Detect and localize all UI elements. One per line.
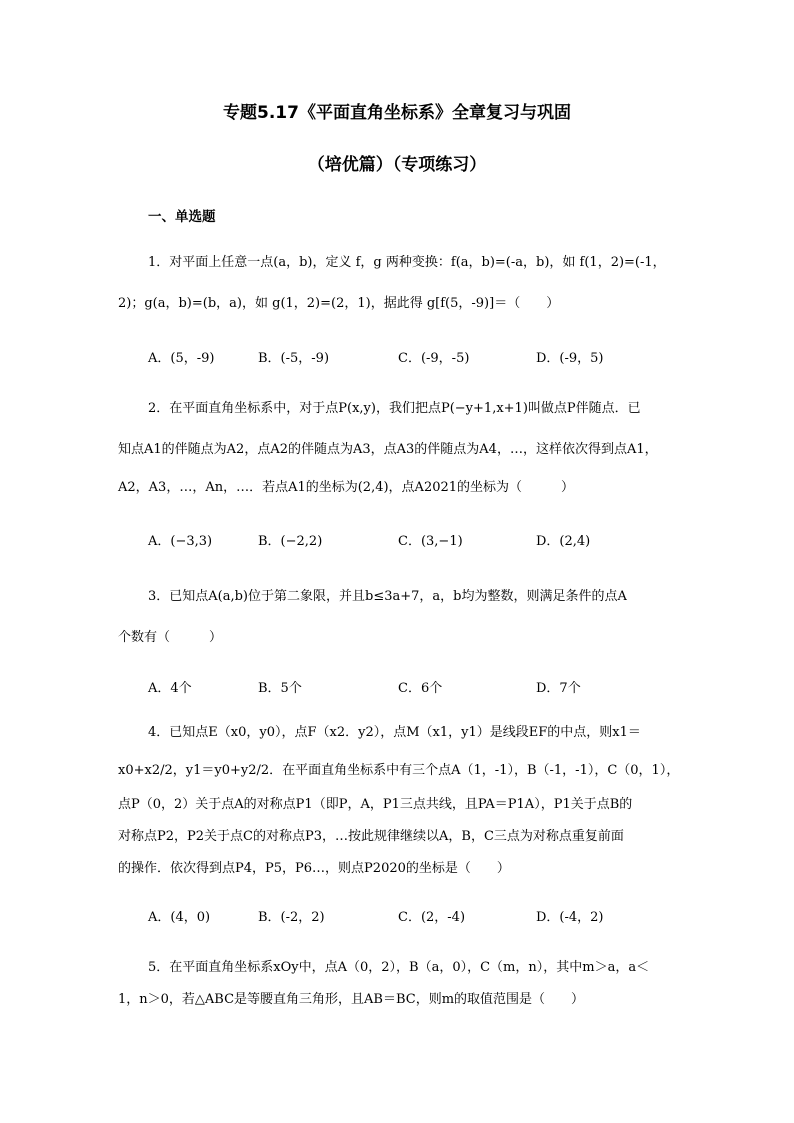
q2-line1: 2．在平面直角坐标系中，对于点P(x,y)，我们把点P(−y+1,x+1)叫做点P伴随点．已: [148, 401, 641, 416]
q1-option-c[interactable]: C．(-9，-5): [398, 351, 470, 366]
section-heading: 一、单选题: [148, 209, 216, 225]
q4-option-d[interactable]: D．(-4，2): [536, 910, 604, 925]
q4-option-c[interactable]: C．(2，-4): [398, 910, 466, 925]
q2-option-c[interactable]: C．(3,−1): [398, 534, 463, 549]
q3-line1: 3．已知点A(a,b)位于第二象限，并且b≤3a+7，a，b均为整数，则满足条件的点A: [148, 589, 627, 604]
q4-line3: 点P（0，2）关于点A的对称点P1（即P，A，P1三点共线，且PA＝P1A），P1关于点B的: [118, 797, 633, 812]
q4-line1: 4．已知点E（x0，y0），点F（x2．y2），点M（x1，y1）是线段EF的中点，则x1＝: [148, 725, 641, 740]
q1-option-a[interactable]: A．(5，-9): [148, 351, 215, 366]
q2-option-a[interactable]: A．(−3,3): [148, 534, 213, 549]
q3-line2: 个数有（ ）: [118, 630, 223, 645]
q5-line1: 5．在平面直角坐标系xOy中，点A（0，2），B（a，0），C（m，n），其中m＞a，a＜: [148, 960, 650, 975]
q3-option-d[interactable]: D．7个: [536, 681, 581, 696]
q3-option-a[interactable]: A．4个: [148, 681, 192, 696]
q4-option-a[interactable]: A．(4，0): [148, 910, 211, 925]
q2-line3: A2，A3，…，An，…．若点A1的坐标为(2,4)，点A2021的坐标为（ ）: [118, 480, 575, 495]
q4-line5: 的操作．依次得到点P4，P5，P6…，则点P2020的坐标是（ ）: [118, 861, 510, 876]
q2-option-b[interactable]: B．(−2,2): [258, 534, 323, 549]
page-subtitle: （培优篇）（专项练习）: [307, 155, 487, 175]
q1-option-d[interactable]: D．(-9，5): [536, 351, 604, 366]
q3-option-c[interactable]: C．6个: [398, 681, 443, 696]
q4-option-b[interactable]: B．(-2，2): [258, 910, 325, 925]
q4-line4: 对称点P2，P2关于点C的对称点P3，…按此规律继续以A，B，C三点为对称点重复前面: [118, 829, 624, 844]
q5-line2: 1，n＞0，若△ABC是等腰直角三角形，且AB＝BC，则m的取值范围是（ ）: [118, 992, 585, 1007]
q1-option-b[interactable]: B．(-5，-9): [258, 351, 330, 366]
page-title: 专题5.17《平面直角坐标系》全章复习与巩固: [223, 103, 571, 123]
q4-line2: x0+x2/2，y1＝y0+y2/2．在平面直角坐标系中有三个点A（1，-1），B（-1，-1），C（0，1），: [118, 763, 680, 778]
q2-option-d[interactable]: D．(2,4): [536, 534, 591, 549]
q2-line2: 知点A1的伴随点为A2，点A2的伴随点为A3，点A3的伴随点为A4，…，这样依次得到点A1，: [118, 442, 658, 457]
q3-option-b[interactable]: B．5个: [258, 681, 302, 696]
q1-line2: 2)；g(a，b)=(b，a)，如 g(1，2)=(2，1)，据此得 g[f(5，-9)]＝（ ）: [118, 296, 560, 311]
q1-line1: 1．对平面上任意一点(a，b)，定义 f，g 两种变换：f(a，b)=(-a，b)，如 f(1，2)=(-1，: [148, 255, 666, 270]
